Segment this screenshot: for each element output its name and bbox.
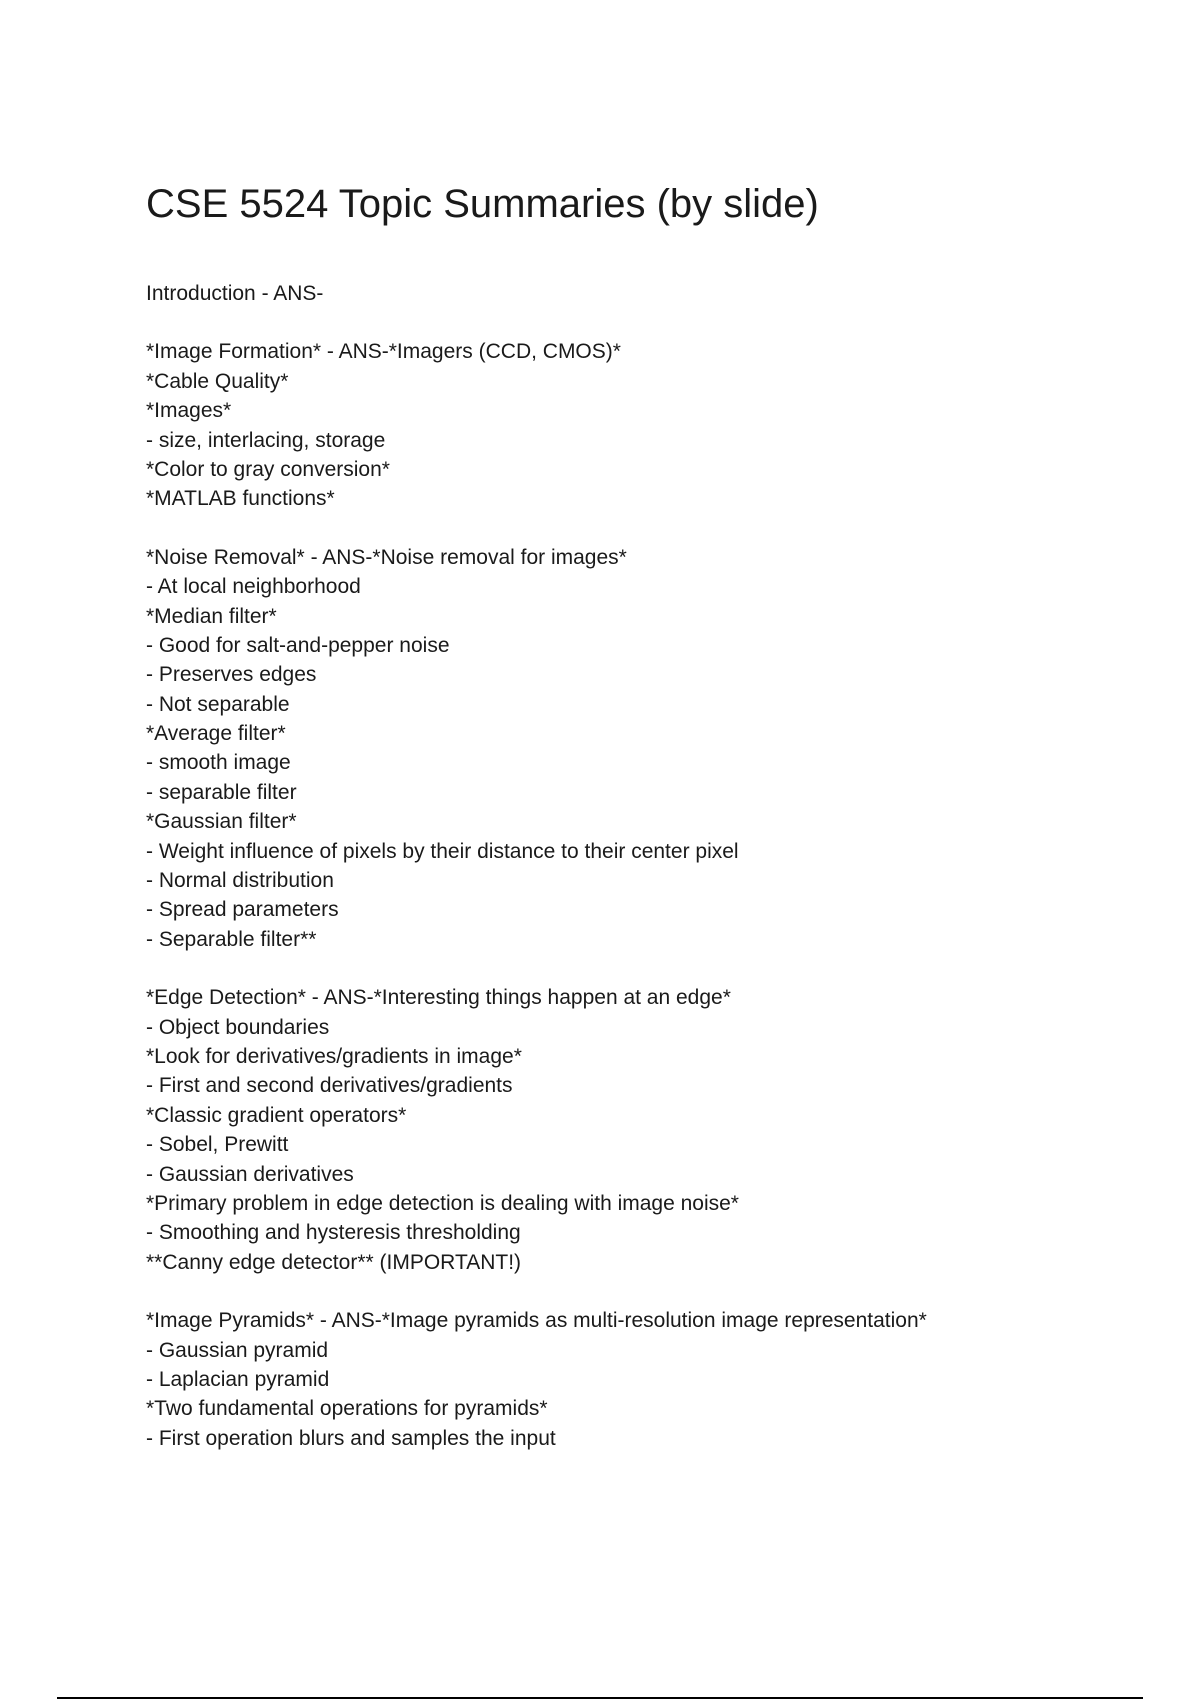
text-line: *Images* [146,399,232,423]
text-line: - size, interlacing, storage [146,428,386,452]
text-line: - Not separable [146,692,290,716]
section-heading: *Image Formation* - ANS-*Imagers (CCD, CMOS)* [146,340,621,364]
text-line: - separable filter [146,780,297,804]
section-heading: *Noise Removal* - ANS-*Noise removal for images* [146,545,627,569]
text-line: - Spread parameters [146,898,339,922]
text-line: - Weight influence of pixels by their distance to their center pixel [146,839,739,863]
text-line: - First operation blurs and samples the input [146,1426,556,1450]
section-noise-removal [146,543,1146,954]
text-line: *Classic gradient operators* [146,1103,407,1127]
text-line: - Separable filter** [146,927,317,951]
text-line: - Good for salt-and-pepper noise [146,633,450,657]
text-line: - Gaussian pyramid [146,1338,329,1362]
topic-sections [146,279,1146,1482]
text-line: - Object boundaries [146,1015,330,1039]
text-line: - First and second derivatives/gradients [146,1074,513,1098]
text-line: *Two fundamental operations for pyramids* [146,1397,548,1421]
text-line: *Average filter* [146,722,286,746]
text-line: - At local neighborhood [146,575,361,599]
section-heading: *Image Pyramids* - ANS-*Image pyramids as multi-resolution image representation* [146,1309,927,1333]
text-line: *Look for derivatives/gradients in image* [146,1044,522,1068]
text-line: - Preserves edges [146,663,317,687]
page-title: CSE 5524 Topic Summaries (by slide) [146,182,819,226]
text-line: *Gaussian filter* [146,810,297,834]
section-heading: Introduction - ANS- [146,282,324,305]
section-image-pyramids [146,1306,1146,1453]
text-line: - Gaussian derivatives [146,1162,354,1186]
section-heading: *Edge Detection* - ANS-*Interesting things happen at an edge* [146,986,731,1010]
section-image-formation [146,337,1146,513]
text-line: - smooth image [146,751,291,775]
text-line: **Canny edge detector** (IMPORTANT!) [146,1250,522,1274]
section-edge-detection [146,983,1146,1277]
text-line: - Sobel, Prewitt [146,1133,289,1157]
text-line: *Primary problem in edge detection is dealing with image noise* [146,1191,739,1215]
footer-divider [57,1697,1143,1699]
text-line: *MATLAB functions* [146,487,335,511]
text-line: *Median filter* [146,604,277,628]
text-line: *Color to gray conversion* [146,457,390,481]
text-line: - Normal distribution [146,869,334,893]
text-line: - Laplacian pyramid [146,1367,330,1391]
text-line: *Cable Quality* [146,369,289,393]
text-line: - Smoothing and hysteresis thresholding [146,1221,521,1245]
section-introduction [146,279,1146,308]
